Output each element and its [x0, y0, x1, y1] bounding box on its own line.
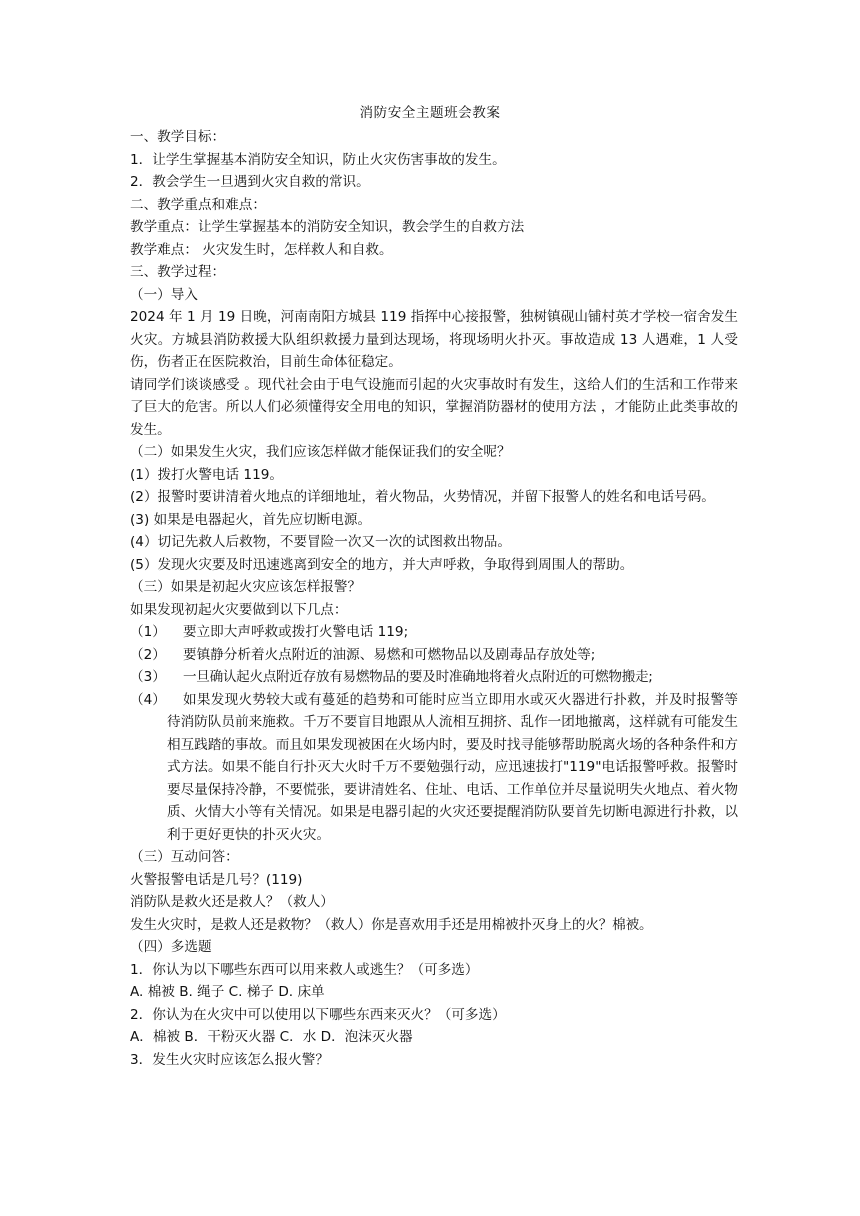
quiz-line: A．棉被 B．干粉灭火器 C．水 D．泡沫灭火器: [130, 1029, 413, 1045]
objective-2: 2．教会学生一旦遇到火灾自救的常识。: [130, 174, 370, 190]
item-number: （4）: [130, 691, 166, 708]
objective-1: 1．让学生掌握基本消防安全知识，防止火灾伤害事故的发生。: [130, 151, 506, 168]
document-body: [130, 126, 738, 1071]
item-text: 一旦确认起火点附近存放有易燃物品的要及时准确地将着火点附近的可燃物搬走;: [183, 669, 653, 685]
qa-heading: （三）互动问答：: [130, 849, 239, 865]
intro-paragraph: 2024 年 1 月 19 日晚，河南南阳方城县 119 指挥中心接报警，独树镇砚山铺村英才学校一宿舍发生火灾。方城县消防救援大队组织救援力量到达现场，将现场明火扑灭。事故造成 13 人遇难，1 人受伤，伤者正在医院救治，目前生命体征稳定。: [130, 309, 738, 370]
heading-intro: （一）导入: [130, 286, 198, 303]
qa-line: 发生火灾时，是救人还是救物？（救人）你是喜欢用手还是用棉被扑灭身上的火？棉被。: [130, 916, 653, 933]
qa-line: 消防队是救火还是救人？（救人）: [130, 894, 334, 910]
quiz-line: A. 棉被 B. 绳子 C. 梯子 D. 床单: [130, 984, 325, 1000]
quiz-line: 1．你认为以下哪些东西可以用来救人或逃生？（可多选）: [130, 961, 479, 978]
item-text: 如果发现火势较大或有蔓延的趋势和可能时应当立即用水或灭火器进行扑救，并及时报警等待消防队员前来施救。千万不要盲目地跟从人流相互拥挤、乱作一团地撤离，这样就有可能发生相互践踏的事故。而且如果发现被困在火场内时，要及时找寻能够帮助脱离火场的各种条件和方式方法。如果不能自行扑灭大火时千万不要勉强行动，应迅速拔打"119"电话报警呼救。报警时要尽量保持冷静，不要慌张，要讲清姓名、住址、电话、工作单位并尽量说明失火地点、着火物质、火情大小等有关情况。如果是电器引起的火灾还要提醒消防队要首先切断电源进行扑救，以利于更好更快的扑灭火灾。: [167, 691, 738, 843]
section2-item: (2）报警时要讲清着火地点的详细地址，着火物品，火势情况，并留下报警人的姓名和电话号码。: [130, 489, 715, 505]
quiz-line: 2．你认为在火灾中可以使用以下哪些东西来灭火？（可多选）: [130, 1006, 506, 1023]
section3-item: [130, 689, 738, 847]
section3-heading: （三）如果是初起火灾应该怎样报警？: [130, 579, 362, 595]
item-text: 要立即大声呼救或拨打火警电话 119;: [183, 624, 409, 640]
item-number: （3）: [130, 669, 166, 685]
heading-key-points: 二、教学重点和难点：: [130, 196, 266, 213]
key-point: 教学重点：让学生掌握基本的消防安全知识，教会学生的自救方法: [130, 219, 525, 235]
discussion-paragraph: 请同学们谈谈感受 。现代社会由于电气设施而引起的火灾事故时有发生，这给人们的生活和工作带来了巨大的危害。所以人们必须懂得安全用电的知识，掌握消防器材的使用方法 ，才能防止此类事故的发生。: [130, 376, 738, 438]
section2-item: (3) 如果是电器起火，首先应切断电源。: [130, 511, 372, 528]
section3-item: [130, 666, 738, 689]
difficult-point: 教学难点： 火灾发生时，怎样救人和自救。: [130, 241, 393, 258]
item-number: （1）: [130, 624, 166, 640]
qa-line: 火警报警电话是几号？(119): [130, 871, 303, 888]
section2-item: (1）拨打火警电话 119。: [130, 466, 283, 483]
heading-objectives: 一、教学目标：: [130, 129, 226, 145]
quiz-heading: （四）多选题: [130, 939, 212, 955]
section3-intro: 如果发现初起火灾要做到以下几点：: [130, 601, 348, 618]
heading-process: 三、教学过程：: [130, 264, 226, 280]
section3-item: [130, 621, 738, 644]
item-text: 要镇静分析着火点附近的油源、易燃和可燃物品以及剧毒品存放处等;: [183, 646, 596, 663]
section2-heading: （二）如果发生火灾，我们应该怎样做才能保证我们的安全呢？: [130, 444, 511, 460]
section3-item: [130, 644, 738, 667]
section2-item: (4）切记先救人后救物，不要冒险一次又一次的试图救出物品。: [130, 534, 511, 550]
document-title: 消防安全主题班会教案: [359, 105, 501, 121]
item-number: （2）: [130, 646, 166, 663]
section2-item: (5）发现火灾要及时迅速逃离到安全的地方，并大声呼救，争取得到周围人的帮助。: [130, 556, 634, 573]
quiz-line: 3．发生火灾时应该怎么报火警？: [130, 1051, 329, 1068]
